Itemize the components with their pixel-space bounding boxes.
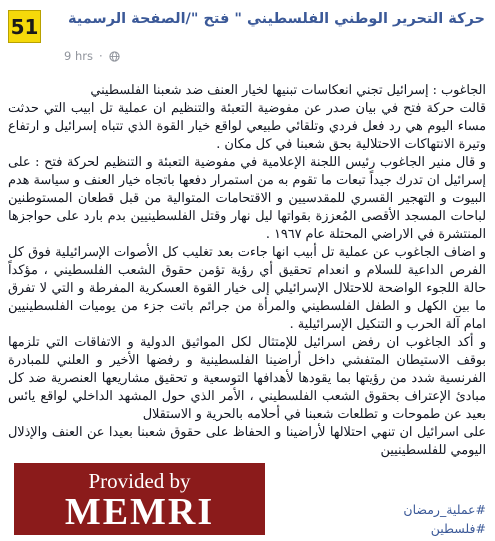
post-body <box>8 82 486 460</box>
post-headline: الجاغوب : إسرائيل تجني انعكاسات تبنيها لخيار العنف ضد شعبنا الفلسطيني <box>90 83 486 98</box>
hashtag-link[interactable]: #فلسطين <box>430 521 486 536</box>
post-paragraph: و قال منير الجاغوب رئيس اللجنة الإعلامية في مفوضية التعبئة و التنظيم لحركة فتح : على إسرائيل ان تدرك جيداً تبعات ما تقوم به من استمرار دفعها باتجاه خيار العنف و سياسة هدم البيوت و التهجير القسري للمقدسيين و الاقتحامات المتوالية من قبل قطعان المستوطنين لباحات المسجد الأقصى المُعززة بقواتها ليل نهار وقتل الفلسطينيين بدم بارد على حواجزها المنتشرة في الاراضي المحتلة عام ١٩٦٧ . <box>8 155 486 242</box>
meta-separator: · <box>98 49 103 63</box>
page-avatar[interactable]: 51 <box>8 10 41 43</box>
memri-watermark <box>14 463 265 535</box>
post-header <box>0 0 495 76</box>
post-paragraph: على اسرائيل ان تنهي احتلالها لأراضينا و الحفاظ على حقوق شعبنا بعيدا عن العنف والإذلال اليومي للفلسطينيين <box>8 425 486 458</box>
page-name-link[interactable]: حركة التحرير الوطني الفلسطيني " فتح "/الصفحة الرسمية <box>68 11 485 27</box>
watermark-line1: Provided by <box>88 469 191 493</box>
post-paragraph: و أكد الجاغوب ان رفض اسرائيل للإمتثال لكل المواثيق الدولية و الاتفاقات التي تلزمها بوقف الاستيطان المتفشي داخل أراضينا الفلسطينية و رفضها الأخير و العلني للمبادرة الفرنسية شدد من رؤيتها بما يقودها لأهدافها التوسعية و تحقيق مشاريعها العنصرية ضد كل مبادئ الإعتراف بحقوق الشعب الفلسطيني ، الأمر الذي حول المشهد الداخلي لواقع يائس بعيد عن طموحات و تطلعات شعبنا في أحلامه بالحرية و الاستقلال <box>8 335 486 422</box>
post-meta <box>64 49 120 63</box>
timestamp-link[interactable]: 9 hrs <box>64 49 93 63</box>
hashtag-link[interactable]: #عملية_رمضان <box>403 502 486 517</box>
watermark-logo: MEMRI <box>64 491 215 533</box>
globe-icon[interactable] <box>109 51 120 62</box>
post-paragraph: و اضاف الجاغوب عن عملية تل أبيب انها جاءت بعد تغليب كل الأصوات الإسرائيلية فوق كل الفرص الداعية للسلام و انعدام تحقيق أي رؤية تؤمن حقوق الشعب الفلسطيني ، مؤكداً حالة اللجوء الواضحة للاحتلال الإسرائيلي إلى خيار القوة العسكرية المفرطة و التي لا تفرق ما بين الكهل و الطفل الفلسطيني والمرأة من جرائم باتت جزء من يوميات الفلسطينيين امام آلة الحرب و التنكيل الإسرائيلية . <box>8 245 486 332</box>
post-paragraph: قالت حركة فتح في بيان صدر عن مفوضية التعبئة والتنظيم ان عملية تل ابيب التي حدثت مساء اليوم هي رد فعل فردي وتلقائي طبيعي لواقع خيار القوة الذي تتباه إسرائيل و ارتفاع وتيرة الانتهاكات الاحتلالية بحق شعبنا في كل مكان . <box>8 101 486 152</box>
